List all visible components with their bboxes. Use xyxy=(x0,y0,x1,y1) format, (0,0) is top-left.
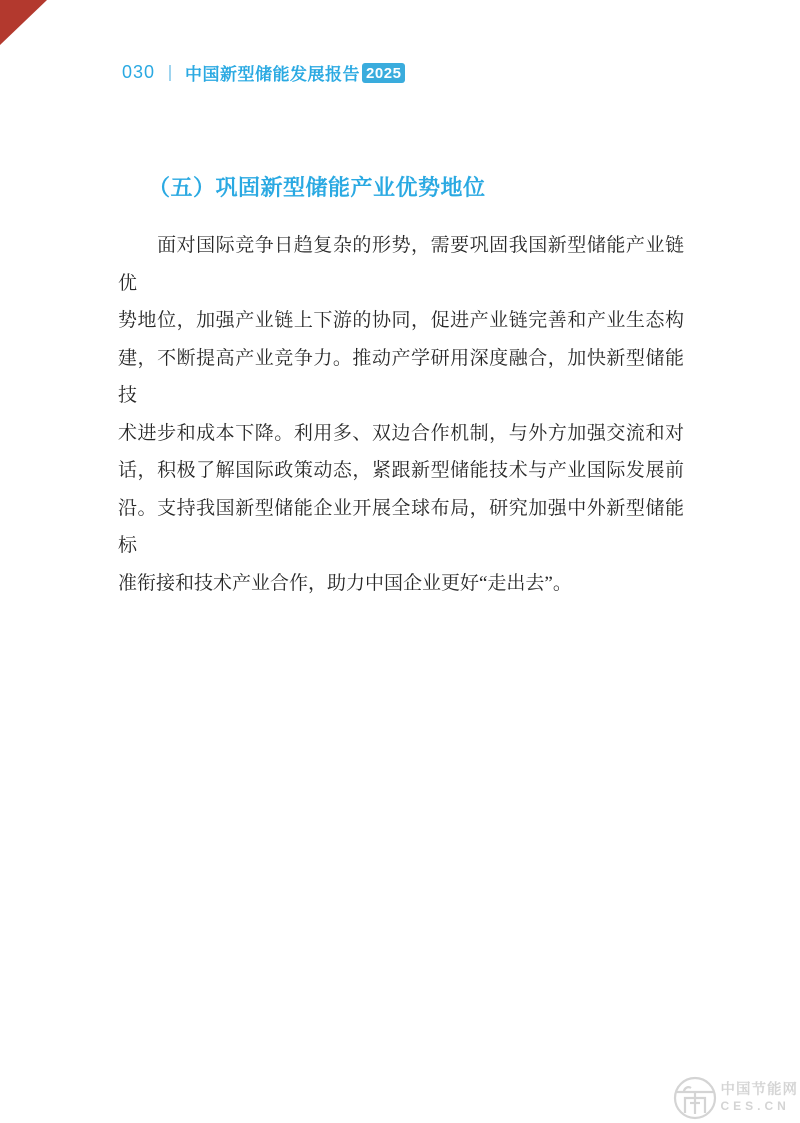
watermark-site-name: 中国节能网 xyxy=(720,1082,798,1098)
paragraph-line: 准衔接和技术产业合作，助力中国企业更好“走出去”。 xyxy=(118,572,572,594)
report-title: 中国新型储能发展报告 xyxy=(185,65,361,84)
paragraph-line: 沿。支持我国新型储能企业开展全球布局，研究加强中外新型储能标 xyxy=(118,497,684,556)
paragraph-line: 建，不断提高产业竞争力。推动产学研用深度融合，加快新型储能技 xyxy=(118,347,684,406)
watermark-text xyxy=(721,1082,800,1114)
page-number: 030 xyxy=(122,62,156,82)
paragraph-line: 话，积极了解国际政策动态，紧跟新型储能技术与产业国际发展前 xyxy=(118,460,684,481)
corner-decoration xyxy=(0,0,47,45)
body-paragraph xyxy=(118,227,684,602)
watermark-site-domain: CES.CN xyxy=(720,1099,790,1113)
cesn-globe-logo-icon xyxy=(671,1074,719,1122)
page-header xyxy=(122,60,405,85)
year-badge: 2025 xyxy=(362,63,405,83)
paragraph-line: 术进步和成本下降。利用多、双边合作机制，与外方加强交流和对 xyxy=(118,422,684,444)
watermark xyxy=(671,1074,800,1122)
paragraph-line: 面对国际竞争日趋复杂的形势，需要巩固我国新型储能产业链优 xyxy=(118,235,684,294)
section-heading: （五）巩固新型储能产业优势地位 xyxy=(148,175,486,200)
header-divider xyxy=(169,65,171,81)
paragraph-line: 势地位，加强产业链上下游的协同，促进产业链完善和产业生态构 xyxy=(118,310,684,331)
